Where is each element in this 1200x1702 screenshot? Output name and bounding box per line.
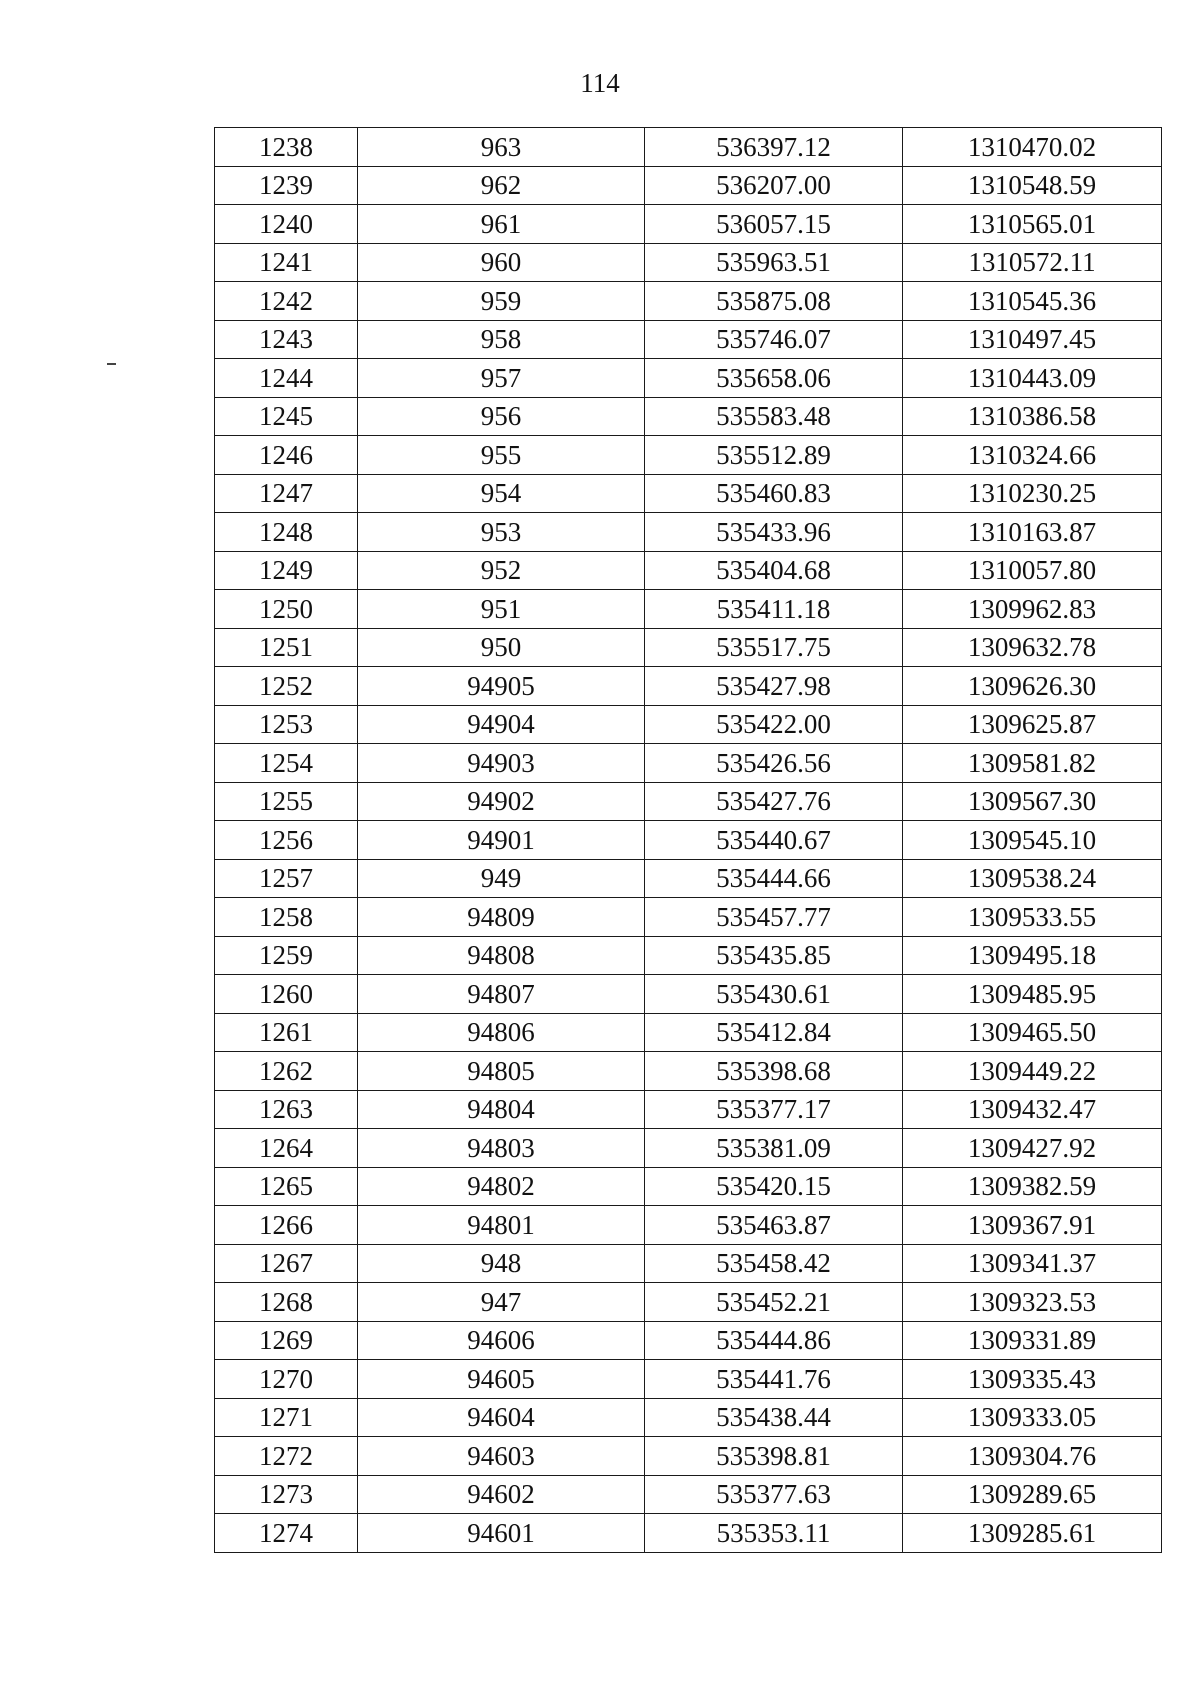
y-coordinate-cell: 1309331.89	[903, 1321, 1162, 1360]
x-coordinate-cell: 535438.44	[645, 1398, 903, 1437]
row-number-cell: 1245	[215, 397, 358, 436]
row-number-cell: 1271	[215, 1398, 358, 1437]
point-id-cell: 94903	[358, 744, 645, 783]
y-coordinate-cell: 1310163.87	[903, 513, 1162, 552]
row-number-cell: 1239	[215, 166, 358, 205]
y-coordinate-cell: 1309333.05	[903, 1398, 1162, 1437]
x-coordinate-cell: 535430.61	[645, 975, 903, 1014]
point-id-cell: 94807	[358, 975, 645, 1014]
row-number-cell: 1244	[215, 359, 358, 398]
x-coordinate-cell: 536397.12	[645, 128, 903, 167]
y-coordinate-cell: 1309323.53	[903, 1283, 1162, 1322]
x-coordinate-cell: 535420.15	[645, 1167, 903, 1206]
y-coordinate-cell: 1310386.58	[903, 397, 1162, 436]
point-id-cell: 958	[358, 320, 645, 359]
x-coordinate-cell: 535463.87	[645, 1206, 903, 1245]
y-coordinate-cell: 1309449.22	[903, 1052, 1162, 1091]
table-row	[215, 128, 1162, 167]
y-coordinate-cell: 1309626.30	[903, 667, 1162, 706]
row-number-cell: 1250	[215, 590, 358, 629]
table-row	[215, 1475, 1162, 1514]
point-id-cell: 94901	[358, 821, 645, 860]
y-coordinate-cell: 1310443.09	[903, 359, 1162, 398]
point-id-cell: 94606	[358, 1321, 645, 1360]
table-row	[215, 282, 1162, 321]
row-number-cell: 1262	[215, 1052, 358, 1091]
y-coordinate-cell: 1310545.36	[903, 282, 1162, 321]
table-row	[215, 898, 1162, 937]
table-row	[215, 1167, 1162, 1206]
row-number-cell: 1257	[215, 859, 358, 898]
point-id-cell: 94806	[358, 1013, 645, 1052]
table-row	[215, 243, 1162, 282]
page-number: 114	[580, 68, 620, 98]
y-coordinate-cell: 1310057.80	[903, 551, 1162, 590]
x-coordinate-cell: 535658.06	[645, 359, 903, 398]
y-coordinate-cell: 1309538.24	[903, 859, 1162, 898]
x-coordinate-cell: 535377.63	[645, 1475, 903, 1514]
row-number-cell: 1253	[215, 705, 358, 744]
table-row	[215, 1437, 1162, 1476]
table-row	[215, 397, 1162, 436]
x-coordinate-cell: 535377.17	[645, 1090, 903, 1129]
table-row	[215, 1398, 1162, 1437]
row-number-cell: 1266	[215, 1206, 358, 1245]
row-number-cell: 1272	[215, 1437, 358, 1476]
table-row	[215, 936, 1162, 975]
table-row	[215, 551, 1162, 590]
y-coordinate-cell: 1309465.50	[903, 1013, 1162, 1052]
x-coordinate-cell: 535427.76	[645, 782, 903, 821]
coordinates-table	[214, 127, 1162, 1553]
table-row	[215, 1206, 1162, 1245]
y-coordinate-cell: 1309495.18	[903, 936, 1162, 975]
y-coordinate-cell: 1309581.82	[903, 744, 1162, 783]
table-row	[215, 744, 1162, 783]
point-id-cell: 94902	[358, 782, 645, 821]
y-coordinate-cell: 1309335.43	[903, 1360, 1162, 1399]
table-row	[215, 1514, 1162, 1553]
row-number-cell: 1248	[215, 513, 358, 552]
row-number-cell: 1260	[215, 975, 358, 1014]
x-coordinate-cell: 536207.00	[645, 166, 903, 205]
table-row	[215, 667, 1162, 706]
point-id-cell: 950	[358, 628, 645, 667]
point-id-cell: 94602	[358, 1475, 645, 1514]
point-id-cell: 94804	[358, 1090, 645, 1129]
row-number-cell: 1268	[215, 1283, 358, 1322]
table-row	[215, 205, 1162, 244]
point-id-cell: 94809	[358, 898, 645, 937]
y-coordinate-cell: 1309382.59	[903, 1167, 1162, 1206]
x-coordinate-cell: 535398.81	[645, 1437, 903, 1476]
point-id-cell: 94605	[358, 1360, 645, 1399]
point-id-cell: 94905	[358, 667, 645, 706]
row-number-cell: 1246	[215, 436, 358, 475]
table-row	[215, 628, 1162, 667]
table-row	[215, 513, 1162, 552]
table-row	[215, 1321, 1162, 1360]
row-number-cell: 1267	[215, 1244, 358, 1283]
x-coordinate-cell: 535444.66	[645, 859, 903, 898]
row-number-cell: 1263	[215, 1090, 358, 1129]
table-row	[215, 1129, 1162, 1168]
row-number-cell: 1242	[215, 282, 358, 321]
y-coordinate-cell: 1309289.65	[903, 1475, 1162, 1514]
table-row	[215, 782, 1162, 821]
y-coordinate-cell: 1309625.87	[903, 705, 1162, 744]
x-coordinate-cell: 535435.85	[645, 936, 903, 975]
y-coordinate-cell: 1309533.55	[903, 898, 1162, 937]
table-row	[215, 821, 1162, 860]
point-id-cell: 94904	[358, 705, 645, 744]
row-number-cell: 1261	[215, 1013, 358, 1052]
table-row	[215, 859, 1162, 898]
table-row	[215, 705, 1162, 744]
y-coordinate-cell: 1310230.25	[903, 474, 1162, 513]
y-coordinate-cell: 1310572.11	[903, 243, 1162, 282]
row-number-cell: 1273	[215, 1475, 358, 1514]
point-id-cell: 961	[358, 205, 645, 244]
y-coordinate-cell: 1309367.91	[903, 1206, 1162, 1245]
table-row	[215, 1052, 1162, 1091]
row-number-cell: 1269	[215, 1321, 358, 1360]
point-id-cell: 94801	[358, 1206, 645, 1245]
x-coordinate-cell: 536057.15	[645, 205, 903, 244]
row-number-cell: 1259	[215, 936, 358, 975]
point-id-cell: 94603	[358, 1437, 645, 1476]
table-row	[215, 975, 1162, 1014]
point-id-cell: 956	[358, 397, 645, 436]
x-coordinate-cell: 535460.83	[645, 474, 903, 513]
row-number-cell: 1265	[215, 1167, 358, 1206]
point-id-cell: 94601	[358, 1514, 645, 1553]
point-id-cell: 953	[358, 513, 645, 552]
x-coordinate-cell: 535412.84	[645, 1013, 903, 1052]
table-row	[215, 1013, 1162, 1052]
x-coordinate-cell: 535875.08	[645, 282, 903, 321]
x-coordinate-cell: 535440.67	[645, 821, 903, 860]
row-number-cell: 1258	[215, 898, 358, 937]
x-coordinate-cell: 535452.21	[645, 1283, 903, 1322]
x-coordinate-cell: 535411.18	[645, 590, 903, 629]
y-coordinate-cell: 1310565.01	[903, 205, 1162, 244]
row-number-cell: 1241	[215, 243, 358, 282]
x-coordinate-cell: 535517.75	[645, 628, 903, 667]
table-row	[215, 166, 1162, 205]
x-coordinate-cell: 535427.98	[645, 667, 903, 706]
margin-dash-mark	[107, 363, 116, 365]
table-row	[215, 1244, 1162, 1283]
row-number-cell: 1254	[215, 744, 358, 783]
point-id-cell: 957	[358, 359, 645, 398]
x-coordinate-cell: 535457.77	[645, 898, 903, 937]
point-id-cell: 962	[358, 166, 645, 205]
row-number-cell: 1256	[215, 821, 358, 860]
x-coordinate-cell: 535963.51	[645, 243, 903, 282]
point-id-cell: 94808	[358, 936, 645, 975]
point-id-cell: 948	[358, 1244, 645, 1283]
point-id-cell: 960	[358, 243, 645, 282]
x-coordinate-cell: 535398.68	[645, 1052, 903, 1091]
y-coordinate-cell: 1310324.66	[903, 436, 1162, 475]
x-coordinate-cell: 535583.48	[645, 397, 903, 436]
point-id-cell: 947	[358, 1283, 645, 1322]
coordinates-table-body	[215, 128, 1162, 1553]
row-number-cell: 1252	[215, 667, 358, 706]
y-coordinate-cell: 1309304.76	[903, 1437, 1162, 1476]
x-coordinate-cell: 535404.68	[645, 551, 903, 590]
y-coordinate-cell: 1309285.61	[903, 1514, 1162, 1553]
point-id-cell: 952	[358, 551, 645, 590]
y-coordinate-cell: 1309545.10	[903, 821, 1162, 860]
x-coordinate-cell: 535353.11	[645, 1514, 903, 1553]
table-row	[215, 1360, 1162, 1399]
y-coordinate-cell: 1309632.78	[903, 628, 1162, 667]
x-coordinate-cell: 535441.76	[645, 1360, 903, 1399]
y-coordinate-cell: 1309962.83	[903, 590, 1162, 629]
x-coordinate-cell: 535422.00	[645, 705, 903, 744]
row-number-cell: 1249	[215, 551, 358, 590]
y-coordinate-cell: 1309432.47	[903, 1090, 1162, 1129]
point-id-cell: 951	[358, 590, 645, 629]
point-id-cell: 94802	[358, 1167, 645, 1206]
row-number-cell: 1270	[215, 1360, 358, 1399]
y-coordinate-cell: 1309427.92	[903, 1129, 1162, 1168]
y-coordinate-cell: 1310470.02	[903, 128, 1162, 167]
x-coordinate-cell: 535444.86	[645, 1321, 903, 1360]
table-row	[215, 436, 1162, 475]
point-id-cell: 963	[358, 128, 645, 167]
point-id-cell: 959	[358, 282, 645, 321]
y-coordinate-cell: 1309341.37	[903, 1244, 1162, 1283]
x-coordinate-cell: 535433.96	[645, 513, 903, 552]
row-number-cell: 1255	[215, 782, 358, 821]
row-number-cell: 1251	[215, 628, 358, 667]
y-coordinate-cell: 1310548.59	[903, 166, 1162, 205]
x-coordinate-cell: 535746.07	[645, 320, 903, 359]
point-id-cell: 94604	[358, 1398, 645, 1437]
row-number-cell: 1274	[215, 1514, 358, 1553]
table-row	[215, 474, 1162, 513]
table-row	[215, 359, 1162, 398]
point-id-cell: 954	[358, 474, 645, 513]
x-coordinate-cell: 535512.89	[645, 436, 903, 475]
x-coordinate-cell: 535381.09	[645, 1129, 903, 1168]
point-id-cell: 949	[358, 859, 645, 898]
y-coordinate-cell: 1310497.45	[903, 320, 1162, 359]
row-number-cell: 1247	[215, 474, 358, 513]
row-number-cell: 1264	[215, 1129, 358, 1168]
table-row	[215, 320, 1162, 359]
row-number-cell: 1243	[215, 320, 358, 359]
x-coordinate-cell: 535458.42	[645, 1244, 903, 1283]
point-id-cell: 955	[358, 436, 645, 475]
row-number-cell: 1238	[215, 128, 358, 167]
point-id-cell: 94805	[358, 1052, 645, 1091]
y-coordinate-cell: 1309485.95	[903, 975, 1162, 1014]
table-row	[215, 590, 1162, 629]
table-row	[215, 1090, 1162, 1129]
row-number-cell: 1240	[215, 205, 358, 244]
x-coordinate-cell: 535426.56	[645, 744, 903, 783]
table-row	[215, 1283, 1162, 1322]
y-coordinate-cell: 1309567.30	[903, 782, 1162, 821]
point-id-cell: 94803	[358, 1129, 645, 1168]
